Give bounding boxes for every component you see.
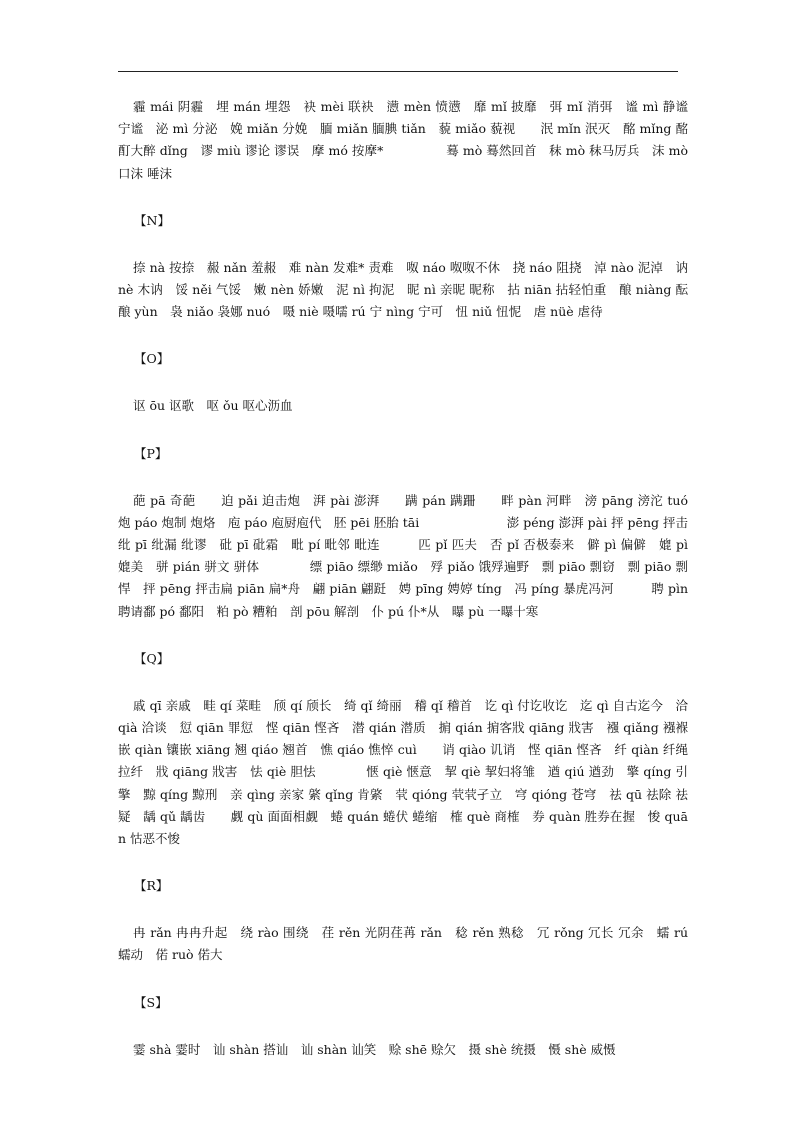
paragraph-m-continued: 霾 mái 阴霾 埋 mán 埋怨 袂 mèi 联袂 懑 mèn 愤懑 靡 mǐ 披靡 弭 mǐ 消弭 谧 mì 静谧 宁谧 泌 mì 分泌 娩 miǎn 分娩 腼 miǎn 腼腆 tiǎn 藐 miǎo 藐视 泯 mǐn 泯灭 酩 mǐng 酩酊大醉 dǐng 谬 miù 谬论 谬误 摩 mó 按摩* 蓦 mò 蓦然回首 秣 mò 秣马厉兵 沫 mò 口沫 唾沫 xyxy=(118,99,688,181)
paragraph-q: 戚 qī 亲戚 畦 qí 菜畦 颀 qí 颀长 绮 qǐ 绮丽 稽 qǐ 稽首 讫 qì 付讫收讫 迄 qì 自古迄今 洽 qià 洽谈 愆 qiān 罪愆 悭 qiān 悭吝 潜 qián 潜质 掮 qián 掮客戕 qiāng 戕害 襁 qiǎng 襁褓 嵌 qiàn 镶嵌 xiāng 翘 qiáo 翘首 憔 qiáo 憔悴 cuì 诮 qiào 讥诮 悭 qiān 悭吝 纤 qiàn 纤绳 拉纤 戕 qiāng 戕害 怯 qiè 胆怯 惬 qiè 惬意 挈 qiè 挈妇将雏 遒 qiú 遒劲 擎 qíng 引擎 黥 qíng 黥刑 亲 qìng 亲家 綮 qǐng 肯綮 茕 qióng 茕茕孑立 穹 qióng 苍穹 祛 qū 祛除 祛疑 龋 qǔ 龋齿 觑 qù 面面相觑 蜷 quán 蜷伏 蜷缩 榷 què 商榷 券 quàn 胜券在握 悛 quān 怙恶不悛 xyxy=(118,697,701,847)
paragraph-s: 霎 shà 霎时 讪 shàn 搭讪 讪 shàn 讪笑 赊 shē 赊欠 摄 shè 统摄 慑 shè 威慑 xyxy=(133,1041,616,1057)
paragraph-n: 捺 nà 按捺 赧 nǎn 羞赧 难 nàn 发难* 责难 呶 náo 呶呶不休 挠 náo 阻挠 淖 nào 泥淖 讷 nè 木讷 馁 něi 气馁 嫩 nèn 娇嫩 泥 nì 拘泥 昵 nì 亲昵 昵称 拈 niān 拈轻怕重 酿 niàng 酝酿 yùn 袅 niǎo 袅娜 nuó 嗫 niè 嗫嚅 rú 宁 nìng 宁可 忸 niǔ 忸怩 虐 nüè 虐待 xyxy=(118,259,688,320)
section-label-p: 【P】 xyxy=(134,445,168,461)
section-label-s: 【S】 xyxy=(134,994,168,1010)
section-label-q: 【Q】 xyxy=(134,650,170,666)
document-body xyxy=(118,96,701,1061)
paragraph-o: 讴 ōu 讴歌 呕 ǒu 呕心沥血 xyxy=(133,398,293,414)
paragraph-p: 葩 pā 奇葩 迫 pǎi 迫击炮 湃 pài 澎湃 蹒 pán 蹒跚 畔 pàn 河畔 滂 pāng 滂沱 tuó 炮 páo 炮制 炮烙 庖 páo 庖厨庖代 胚 pēi 胚胎 tāi 澎 péng 澎湃 pài 抨 pēng 抨击 纰 pī 纰漏 纰谬 砒 pī 砒霜 毗 pí 毗邻 毗连 匹 pǐ 匹夫 否 pǐ 否极泰来 僻 pì 偏僻 媲 pì 媲美 骈 pián 骈文 骈体 缥 piāo 缥缈 miǎo 殍 piǎo 饿殍遍野 剽 piāo 剽窃 剽 piāo 剽悍 抨 pēng 抨击扁 piān 扁*舟 翩 piān 翩跹 娉 pīng 娉婷 tíng 冯 píng 暴虎冯河 聘 pìn 聘请鄱 pó 鄱阳 粕 pò 糟粕 剖 pōu 解剖 仆 pú 仆*从 曝 pù 一曝十寒 xyxy=(118,492,701,619)
paragraph-r: 冉 rǎn 冉冉升起 绕 rào 围绕 荏 rěn 光阴荏苒 rǎn 稔 rěn 熟稔 冗 rǒng 冗长 冗余 蠕 rú 蠕动 偌 ruò 偌大 xyxy=(118,925,688,963)
header-rule xyxy=(118,71,678,72)
section-label-r: 【R】 xyxy=(134,878,169,894)
section-label-n: 【N】 xyxy=(134,212,170,228)
section-label-o: 【O】 xyxy=(134,351,170,367)
